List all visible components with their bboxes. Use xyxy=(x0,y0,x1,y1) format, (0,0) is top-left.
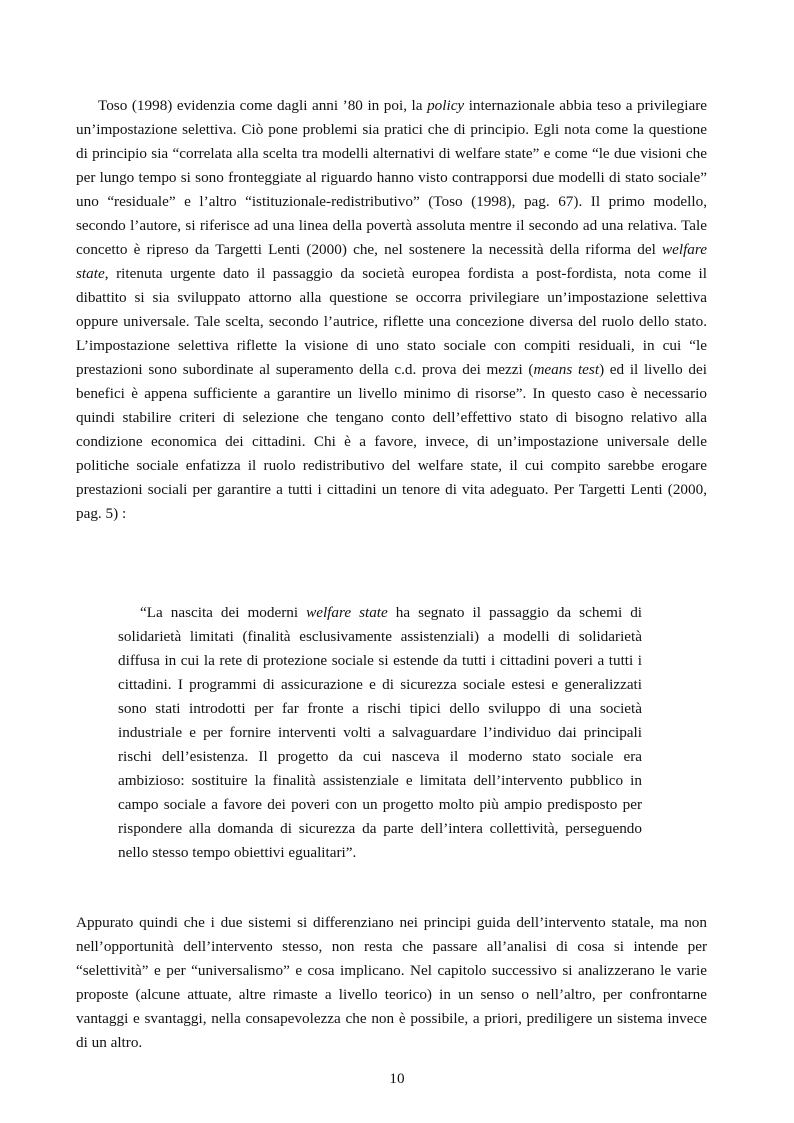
paragraph-1-text-b: internazionale abbia teso a privilegiare un’impostazione selettiva. Ciò pone problemi sia pratici che di principio. Egli nota come la questione di principio sia “correlata alla scelta tra modelli alternativi di welfare state” e come “le due visioni che per lungo tempo si sono fronteggiate al riguardo hanno visto contrapporsi due modelli di stato sociale” uno “residuale” e l’altro “istituzionale-redistributivo” (Toso (1998), pag. 67). Il primo modello, secondo l’autore, si riferisce ad una linea della povertà assoluta mentre il secondo ad una relativa. Tale concetto è ripreso da Targetti Lenti (2000) che, nel sostenere la necessità della riforma del xyxy=(76,97,707,258)
body-paragraph-2: Appurato quindi che i due sistemi si differenziano nei principi guida dell’intervento statale, ma non nell’opportunità dell’intervento stesso, non resta che passare all’analisi di cosa si intende per “selettività” e per “universalismo” e cosa implicano. Nel capitolo successivo si analizzerano le varie proposte (alcune attuate, altre rimaste a livello teorico) in un senso o nell’altro, per confrontarne vantaggi e svantaggi, nella consapevolezza che non è possibile, a priori, prediligere un sistema invece di un altro. xyxy=(76,914,707,1051)
quote-emphasis-welfare-state: welfare state xyxy=(306,604,388,621)
paragraph-1-text-c: , ritenuta urgente dato il passaggio da società europea fordista a post-fordista, nota come il dibattito si sia sviluppato attorno alla questione se occorra privilegiare un’impostazione selettiva oppure universale. Tale scelta, secondo l’autrice, riflette una concezione diversa del ruolo dello stato. L’impostazione selettiva riflette la visione di uno stato sociale con compiti residuali, in cui “le prestazioni sono subordinate al superamento della c.d. prova dei mezzi ( xyxy=(76,265,707,378)
quote-text-b: ha segnato il passaggio da schemi di solidarietà limitati (finalità esclusivamente assistenziali) a modelli di solidarietà diffusa in cui la rete di protezione sociale si estende da tutti i cittadini poveri a tutti i cittadini. I programmi di assicurazione e di sicurezza sociale estesi e generalizzati sono stati introdotti per far fronte a rischi tipici dello sviluppo di una società industriale e per fornire interventi volti a salvaguardare l’individuo dai principali rischi dell’esistenza. Il progetto da cui nasceva il moderno stato sociale era ambizioso: sostituire la finalità assistenziale e limitata dell’intervento pubblico in campo sociale a favore dei poveri con un progetto molto più ampio predisposto per rispondere alla domanda di sicurezza da parte dell’intera collettività, perseguendo nello stesso tempo obiettivi egualitari”. xyxy=(118,604,643,861)
body-paragraph-1 xyxy=(76,94,707,526)
paragraph-1-emphasis-means-test: means test xyxy=(533,361,600,378)
page-number: 10 xyxy=(389,1070,405,1087)
block-quote xyxy=(118,601,642,865)
paragraph-1-text-d: ) ed il livello dei benefici è appena sufficiente a garantire un livello minimo di risorse”. In questo caso è necessario quindi stabilire criteri di selezione che tengano conto dell’effettivo stato di bisogno relativo alla condizione economica dei cittadini. Chi è a favore, invece, di un’impostazione universale delle politiche sociale enfatizza il ruolo redistributivo del welfare state, il cui compito sarebbe erogare prestazioni sociali per garantire a tutti i cittadini un tenore di vita adeguato. Per Targetti Lenti (2000, pag. 5) : xyxy=(76,361,707,522)
paragraph-1-emphasis-policy: policy xyxy=(427,97,465,114)
paragraph-1-text-a: Toso (1998) evidenzia come dagli anni ’80 in poi, la xyxy=(98,97,428,114)
quote-text-a: “La nascita dei moderni xyxy=(140,604,307,621)
paragraph-1-emphasis-welfare-state: welfare state xyxy=(76,241,707,282)
